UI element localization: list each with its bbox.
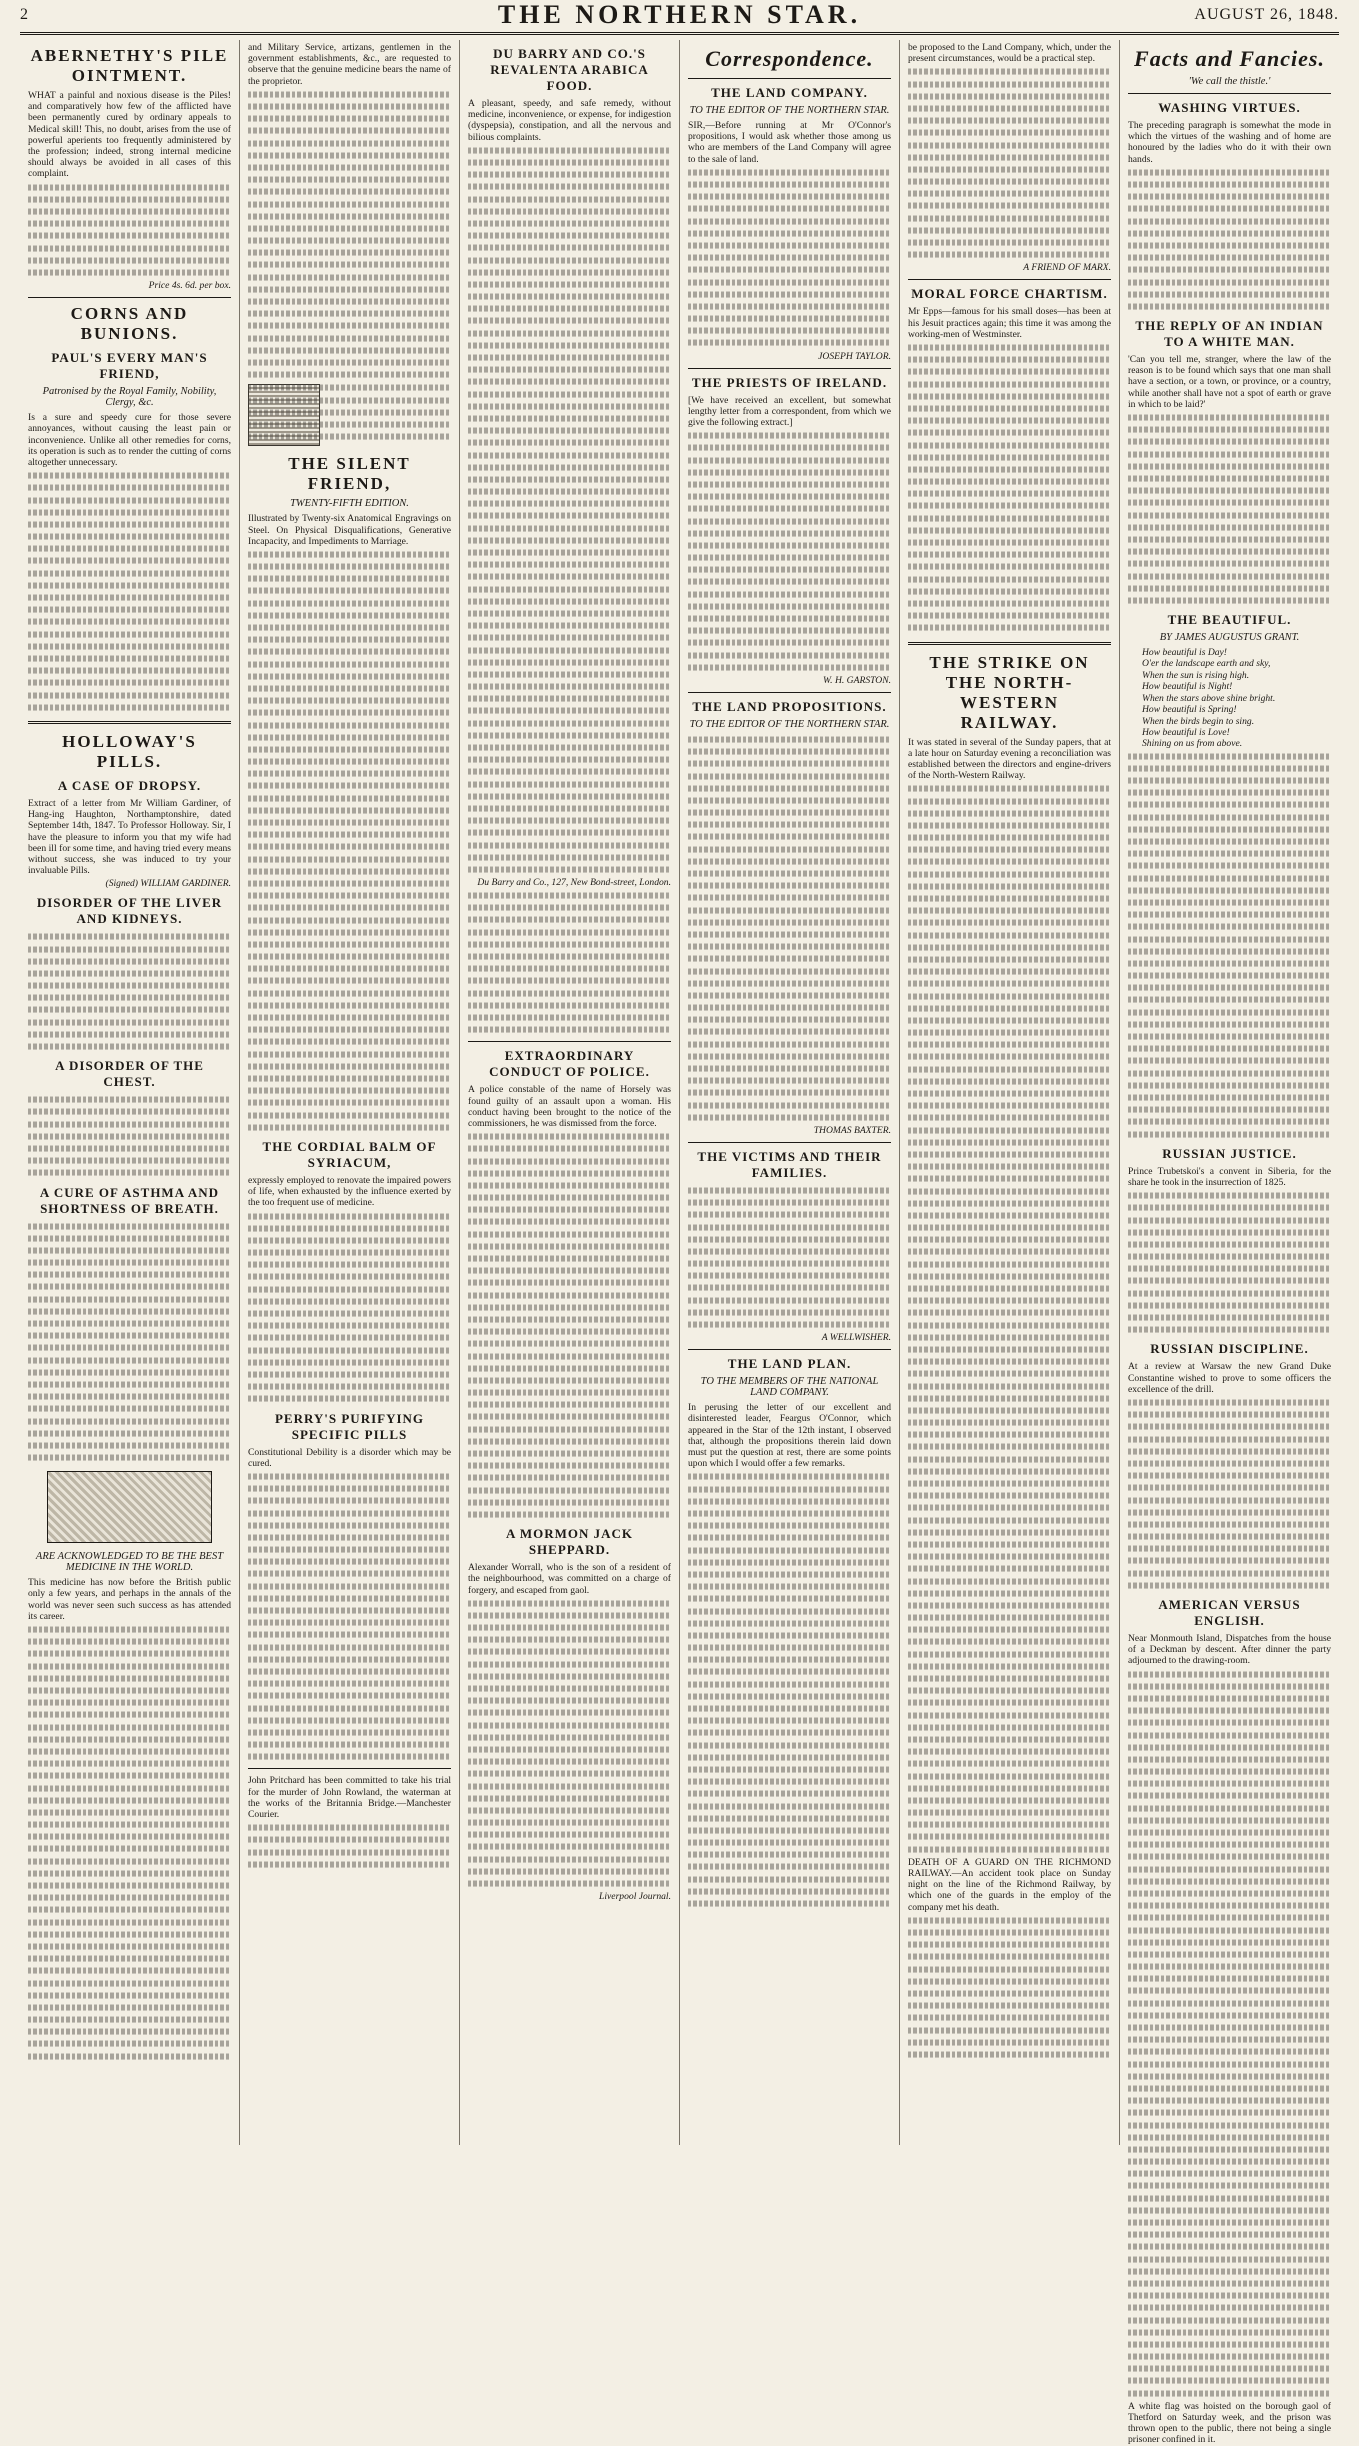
item-title: WASHING VIRTUES.: [1158, 100, 1301, 115]
poem-line: How beautiful is Spring!: [1142, 704, 1237, 716]
section-motto: 'We call the thistle.': [1188, 76, 1271, 87]
newspaper-title: THE NORTHERN STAR.: [497, 0, 862, 29]
item-title: AMERICAN VERSUS ENGLISH.: [1158, 1597, 1301, 1628]
poem-title: THE BEAUTIFUL.: [1167, 612, 1292, 628]
section-title-facts-fancies: Facts and Fancies.: [1134, 46, 1325, 71]
ad-text: A pleasant, speedy, and safe remedy, without medicine, inconvenience, or expense, for indigestion (dyspepsia), constipation, and all the nervous and bilious complaints.: [468, 98, 671, 143]
item-text: 'Can you tell me, stranger, where the law of the reason is to be found which says that one man shall have a section, or a town, or province, or a country, while another shall have not a spot of earth or grave in which to be laid?': [1128, 354, 1331, 410]
page-number: 2: [20, 6, 28, 23]
letter-title: THE LAND COMPANY.: [711, 85, 868, 100]
letter-signature: THOMAS BAXTER.: [813, 1124, 891, 1136]
item-text: The preceding paragraph is somewhat the mode in which the virtues of the washing and of home are honoured by the ladies who do it with their own hands.: [1128, 120, 1331, 165]
column-1: [20, 40, 240, 2145]
letter-signature: A FRIEND OF MARX.: [1023, 262, 1111, 274]
ad-signature: Du Barry and Co., 127, New Bond-street, London.: [477, 877, 671, 889]
letter-title: THE LAND PROPOSITIONS.: [692, 698, 887, 714]
column-6: [1120, 40, 1339, 2446]
article-heading: MORAL FORCE CHARTISM.: [911, 286, 1108, 302]
letter-text: In perusing the letter of our excellent and disinterested leader, Feargus O'Connor, which appeared in the Star of the 12th instant, I observed that, although the propositions therein laid down must put the question at rest, there are some points upon which I would offer a few remarks.: [688, 1402, 891, 1470]
poem-line: Shining on us from above.: [1142, 738, 1243, 750]
item-title: THE REPLY OF AN INDIAN TO A WHITE MAN.: [1135, 318, 1324, 350]
item-text: At a review at Warsaw the new Grand Duke Constantine wished to prove to some officers the excellence of the drill.: [1128, 1361, 1331, 1395]
news-item: A police constable of the name of Horsely was found guilty of an assault upon a woman. His conduct having been brought to the notice of the commissioners, he was dismissed from the force.: [468, 1084, 671, 1129]
item-text: A white flag was hoisted on the borough gaol of Thetford on Saturday week, and the prison was thrown open to the public, there not being a single prisoner confined in it.: [1128, 2400, 1331, 2446]
letter-addressee: TO THE EDITOR OF THE NORTHERN STAR.: [689, 718, 890, 730]
column-5: [900, 40, 1120, 2145]
ad-signature: (Signed) WILLIAM GARDINER.: [105, 878, 231, 890]
ad-text: Constitutional Debility is a disorder which may be cured.: [248, 1446, 451, 1469]
letter-text: SIR,—Before running at Mr O'Connor's propositions, I would ask whether those among us who are members of the Land Company will agree to the sale of land.: [688, 120, 891, 165]
item-text: Prince Trubetskoi's a convent in Siberia, for the share he took in the insurrection of 1825.: [1128, 1165, 1331, 1188]
page-columns: [20, 40, 1339, 2446]
case-heading: DISORDER OF THE LIVER AND KIDNEYS.: [36, 895, 223, 927]
ad-text: Is a sure and speedy cure for those severe annoyances, without causing the least pain or inconvenience. Unlike all other remedies for corns, its operation is such as to render the cutting of corns altogether unnecessary.: [28, 412, 231, 468]
letter-text: be proposed to the Land Company, which, under the present circumstances, would be a practical step.: [908, 42, 1111, 65]
poem-author: BY JAMES AUGUSTUS GRANT.: [1159, 632, 1300, 644]
column-2: [240, 40, 460, 2145]
ad-heading-cordial-balm: THE CORDIAL BALM OF SYRIACUM,: [262, 1138, 437, 1170]
pill-banner: ARE ACKNOWLEDGED TO BE THE BEST MEDICINE IN THE WORLD.: [35, 1551, 224, 1574]
item-title: RUSSIAN JUSTICE.: [1162, 1145, 1297, 1161]
case-heading: A CASE OF DROPSY.: [57, 777, 202, 793]
letter-addressee: TO THE EDITOR OF THE NORTHERN STAR.: [689, 105, 890, 116]
ad-heading-corns: CORNS AND BUNIONS.: [70, 304, 189, 344]
article-text: It was stated in several of the Sunday papers, that at a late hour on Saturday evening a reconciliation was established between the directors and engine-drivers of the North-Western Railway.: [908, 736, 1111, 782]
news-item: DEATH OF A GUARD ON THE RICHMOND RAILWAY.—An accident took place on Sunday night on the line of the Richmond Railway, by which one of the guards in the employ of the company met his death.: [908, 1856, 1111, 1913]
news-item: Alexander Worrall, who is the son of a resident of the neighbourhood, was committed on a charge of forgery, and escaped from gaol.: [468, 1562, 671, 1596]
case-heading: A DISORDER OF THE CHEST.: [55, 1058, 204, 1090]
poem-body: [1142, 647, 1317, 750]
item-text: Near Monmouth Island, Dispatches from the house of a Deckman by descent. After dinner the party adjourned to the drawing-room.: [1128, 1633, 1331, 1667]
ad-text: This medicine has now before the British public only a few years, and perhaps in the annals of the world was never seen such success as has attended its career.: [28, 1577, 231, 1622]
case-heading: A CURE OF ASTHMA AND SHORTNESS OF BREATH.: [39, 1184, 220, 1216]
ad-heading-revalenta: DU BARRY AND CO.'S REVALENTA ARABICA FOOD.: [490, 46, 649, 93]
ad-subtitle: Patronised by the Royal Family, Nobility, Clergy, &c.: [42, 386, 217, 409]
ad-heading-pile-ointment: ABERNETHY'S PILE OINTMENT.: [30, 46, 229, 85]
ad-text: and Military Service, artizans, gentlemen in the government establishments, &c., are requested to observe that the genuine medicine bears the name of the proprietor.: [248, 42, 451, 87]
letter-title: THE PRIESTS OF IRELAND.: [691, 374, 888, 390]
news-item: John Pritchard has been committed to take his trial for the murder of John Rowland, the waterman at the works of the Britannia Bridge.—Manchester Courier.: [248, 1775, 451, 1821]
article-heading-strike: THE STRIKE ON THE NORTH-WESTERN RAILWAY.: [929, 652, 1090, 732]
masthead: [20, 0, 1339, 35]
poem-line: How beautiful is Love!: [1142, 726, 1230, 738]
ad-text: WHAT a painful and noxious disease is the Piles! and comparatively how few of the afflicted have been permanently cured by ordinary appeals to Medical skill! This, no doubt, arises from the use of powerful aperients too frequently administered by the profession; indeed, strong internal medicine should always be avoided in all cases of this complaint.: [28, 90, 231, 180]
article-text: Mr Epps—famous for his small doses—has been at his Jesuit practices again; this time it was among the working-men of Westminster.: [908, 306, 1111, 340]
ad-heading-holloway: HOLLOWAY'S PILLS.: [62, 731, 197, 771]
ad-text: expressly employed to renovate the impaired powers of life, when exhausted by the influence exerted by the too frequent use of medicine.: [248, 1174, 451, 1209]
issue-date: AUGUST 26, 1848.: [1194, 6, 1339, 23]
poem-line: When the stars above shine bright.: [1142, 692, 1276, 704]
letter-title: THE VICTIMS AND THEIR FAMILIES.: [697, 1148, 882, 1180]
poem-line: When the birds begin to sing.: [1142, 715, 1255, 727]
ad-price: Price 4s. 6d. per box.: [148, 280, 231, 292]
pills-engraving: [47, 1471, 211, 1543]
letter-addressee: TO THE MEMBERS OF THE NATIONAL LAND COMPANY.: [700, 1376, 879, 1399]
ad-edition: TWENTY-FIFTH EDITION.: [290, 498, 409, 510]
letter-signature: A WELLWISHER.: [821, 1332, 891, 1344]
ad-title-mans-friend: PAUL'S EVERY MAN'S FRIEND,: [51, 350, 208, 382]
ad-text: Extract of a letter from Mr William Gardiner, of Hang-ing Haughton, Northamptonshire, dated September 14th, 1847. To Professor Holloway. Sir, I have the pleasure to inform you that my wife had been ill for some time, and having tried every means without success, she was induced to try your invaluable Pills.: [28, 797, 231, 877]
item-title: RUSSIAN DISCIPLINE.: [1150, 1341, 1309, 1357]
letter-signature: W. H. GARSTON.: [823, 674, 891, 686]
ad-text: Illustrated by Twenty-six Anatomical Engravings on Steel. On Physical Disqualifications, Generative Incapacity, and Impediments to Marriage.: [248, 513, 451, 547]
column-4: [680, 40, 900, 2145]
letter-title: THE LAND PLAN.: [727, 1356, 852, 1372]
news-heading: A MORMON JACK SHEPPARD.: [505, 1526, 634, 1558]
letter-text: [We have received an excellent, but somewhat lengthy letter from a correspondent, from which we give the following extract.]: [688, 394, 891, 429]
ad-heading-specific-pills: PERRY'S PURIFYING SPECIFIC PILLS: [274, 1410, 425, 1442]
letter-signature: JOSEPH TAYLOR.: [818, 350, 891, 362]
column-3: [460, 40, 680, 2145]
section-title-correspondence: Correspondence.: [705, 46, 874, 71]
ad-heading-silent-friend: THE SILENT FRIEND,: [288, 454, 411, 494]
poem-line: How beautiful is Day!: [1142, 647, 1228, 659]
poem-line: O'er the landscape earth and sky,: [1142, 658, 1271, 670]
poem-line: How beautiful is Night!: [1142, 681, 1233, 693]
news-heading: EXTRAORDINARY CONDUCT OF POLICE.: [489, 1048, 650, 1080]
poem-line: When the sun is rising high.: [1142, 669, 1250, 681]
source-credit: Liverpool Journal.: [599, 1891, 671, 1903]
